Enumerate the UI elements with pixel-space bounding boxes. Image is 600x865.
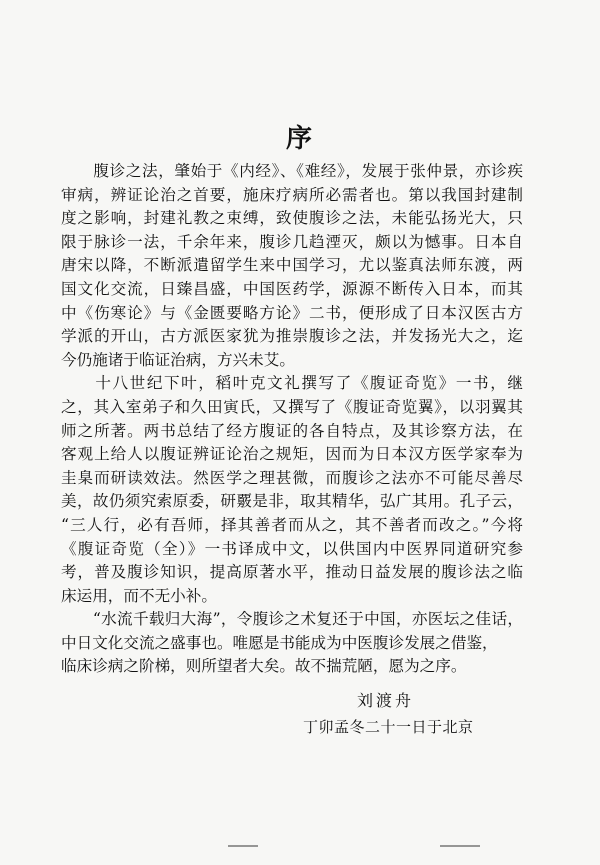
text-line: 十八世纪下叶，稻叶克文礼撰写了《腹证奇览》一书，继 (61, 374, 523, 393)
paragraph-2 (61, 372, 523, 608)
page-title: 序 (285, 124, 314, 154)
text-line: “水流千载归大海”，令腹诊之术复还于中国，亦医坛之佳话， (61, 610, 523, 629)
date-line: 丁卯孟冬二十一日于北京 (303, 718, 474, 736)
text-line: 《腹证奇览（全）》一书译成中文，以供国内中医界同道研究参 (61, 539, 523, 558)
scan-mark (228, 845, 258, 847)
text-line: 度之影响，封建礼教之束缚，致使腹诊之法，未能弘扬光大，只 (61, 209, 523, 228)
text-line: 圭臬而研读效法。然医学之理甚微，而腹诊之法亦不可能尽善尽 (61, 468, 523, 487)
text-line: 师之所著。两书总结了经方腹证的各自特点，及其诊察方法，在 (61, 421, 523, 440)
text-line: 中《伤寒论》与《金匮要略方论》二书，便形成了日本汉医古方 (61, 303, 523, 322)
text-line: 学派的开山，古方派医家犹为推崇腹诊之法，并发扬光大之，迄 (61, 327, 523, 346)
scan-edge-marks (0, 845, 600, 865)
scan-mark (440, 845, 480, 847)
preface-body (61, 160, 523, 679)
text-line: 美，故仍须究索原委，研覈是非，取其精华，弘广其用。孔子云， (61, 492, 523, 511)
paragraph-1 (61, 160, 523, 372)
text-line: 床运用，而不无小补。 (61, 586, 217, 605)
text-line: 中日文化交流之盛事也。唯愿是书能成为中医腹诊发展之借鉴， (61, 633, 498, 652)
text-line: 今仍施诸于临证治病，方兴未艾。 (61, 350, 295, 369)
text-line: 考，普及腹诊知识，提高原著水平，推动日益发展的腹诊法之临 (61, 563, 523, 582)
text-line: 腹诊之法，肇始于《内经》、《难经》，发展于张仲景，亦诊疾 (61, 162, 523, 180)
text-line: 审病，辨证论治之首要，施床疗病所必需者也。第以我国封建制 (61, 185, 523, 204)
text-line: 唐宋以降，不断派遣留学生来中国学习，尤以鉴真法师东渡，两 (61, 256, 523, 275)
paragraph-3 (61, 608, 523, 679)
text-line: 客观上给人以腹证辨证论治之规矩，因而为日本汉方医学家奉为 (61, 445, 523, 464)
text-line: “三人行，必有吾师，择其善者而从之，其不善者而改之。”今将 (61, 515, 523, 534)
text-line: 之，其入室弟子和久田寅氏，又撰写了《腹证奇览翼》，以羽翼其 (61, 397, 523, 416)
text-line: 临床诊病之阶梯，则所望者大矣。故不揣荒陋，愿为之序。 (61, 657, 467, 676)
text-line: 国文化交流，日臻昌盛，中国医药学，源源不断传入日本，而其 (61, 279, 523, 298)
author-signature: 刘渡舟 (357, 691, 415, 710)
text-line: 限于脉诊一法，千余年来，腹诊几趋湮灭，颇以为憾事。日本自 (61, 232, 523, 251)
